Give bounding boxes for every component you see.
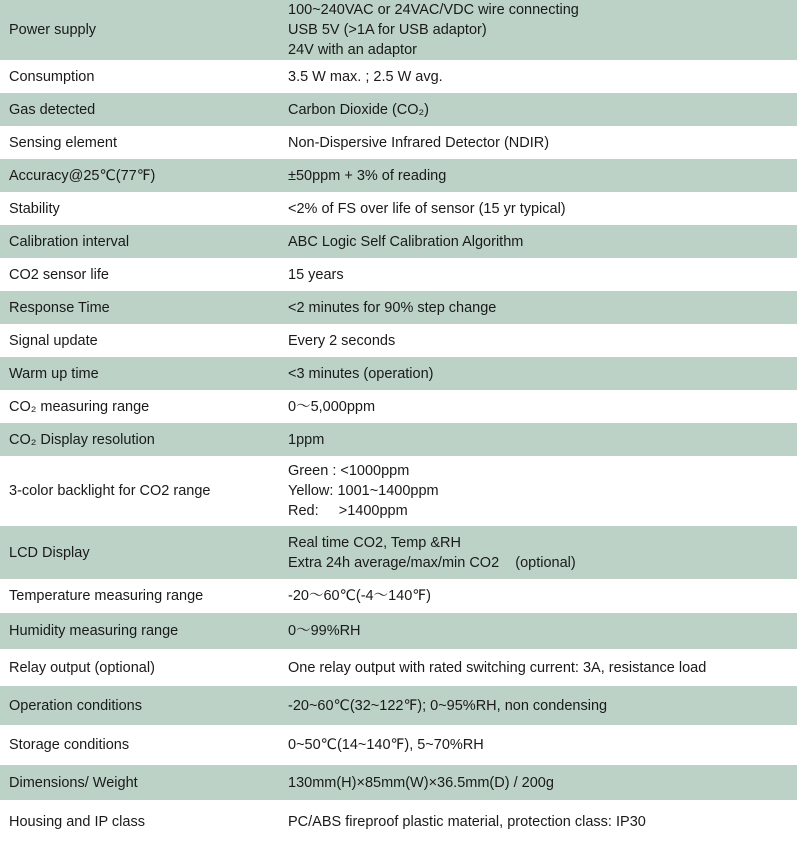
spec-row xyxy=(0,324,797,357)
spec-row xyxy=(0,579,797,613)
spec-value xyxy=(279,456,797,526)
spec-value xyxy=(279,291,797,324)
spec-value xyxy=(279,0,797,60)
spec-value-line: One relay output with rated switching current: 3A, resistance load xyxy=(288,659,707,676)
spec-row xyxy=(0,192,797,225)
spec-value xyxy=(279,686,797,725)
spec-value-line: USB 5V (>1A for USB adaptor) xyxy=(288,22,487,38)
spec-label: Gas detected xyxy=(0,93,279,126)
spec-value-line: Carbon Dioxide (CO₂) xyxy=(288,101,430,118)
spec-label: Warm up time xyxy=(0,357,279,390)
spec-value-line: <2 minutes for 90% step change xyxy=(288,299,497,316)
spec-label: Consumption xyxy=(0,60,279,93)
spec-value-line: ±50ppm + 3% of reading xyxy=(288,167,447,184)
spec-row xyxy=(0,765,797,800)
spec-value-line: Yellow: 1001~1400ppm xyxy=(288,483,439,499)
spec-value xyxy=(279,192,797,225)
spec-value-line: 15 years xyxy=(288,266,344,283)
spec-row xyxy=(0,60,797,93)
spec-value-line: Non-Dispersive Infrared Detector (NDIR) xyxy=(288,134,550,151)
spec-value-line: Real time CO2, Temp &RH xyxy=(288,534,461,551)
spec-value xyxy=(279,159,797,192)
spec-value xyxy=(279,93,797,126)
spec-value xyxy=(279,225,797,258)
spec-row xyxy=(0,649,797,686)
spec-label: LCD Display xyxy=(0,526,279,579)
spec-value xyxy=(279,60,797,93)
spec-value xyxy=(279,649,797,686)
spec-value xyxy=(279,126,797,159)
spec-label: Signal update xyxy=(0,324,279,357)
spec-row xyxy=(0,725,797,765)
spec-value xyxy=(279,579,797,613)
spec-value xyxy=(279,423,797,456)
spec-row xyxy=(0,800,797,843)
spec-label: Temperature measuring range xyxy=(0,579,279,613)
spec-label: 3-color backlight for CO2 range xyxy=(0,456,279,526)
spec-row xyxy=(0,225,797,258)
spec-label: CO₂ Display resolution xyxy=(0,423,279,456)
spec-value xyxy=(279,390,797,423)
spec-value xyxy=(279,765,797,800)
spec-value xyxy=(279,357,797,390)
spec-label: CO2 sensor life xyxy=(0,258,279,291)
spec-value-line: <3 minutes (operation) xyxy=(288,365,434,382)
spec-value-line: 0～5,000ppm xyxy=(288,398,376,415)
spec-row xyxy=(0,613,797,649)
spec-row xyxy=(0,390,797,423)
spec-label: Humidity measuring range xyxy=(0,613,279,649)
spec-value-line: <2% of FS over life of sensor (15 yr typical) xyxy=(288,200,566,217)
spec-value xyxy=(279,258,797,291)
spec-value-line: 3.5 W max. ; 2.5 W avg. xyxy=(288,68,443,85)
spec-value-line: Every 2 seconds xyxy=(288,332,396,349)
spec-value-line: -20~60℃(32~122℉); 0~95%RH, non condensing xyxy=(288,697,608,714)
spec-value-line: 100~240VAC or 24VAC/VDC wire connecting xyxy=(288,2,579,18)
spec-label: Stability xyxy=(0,192,279,225)
spec-label: Storage conditions xyxy=(0,725,279,765)
spec-row xyxy=(0,291,797,324)
spec-label: Accuracy@25℃(77℉) xyxy=(0,159,279,192)
spec-label: Relay output (optional) xyxy=(0,649,279,686)
spec-row xyxy=(0,159,797,192)
spec-value-line: Red: >1400ppm xyxy=(288,503,408,519)
spec-row xyxy=(0,456,797,526)
spec-label: Operation conditions xyxy=(0,686,279,725)
spec-row xyxy=(0,686,797,725)
spec-value-line: Green : <1000ppm xyxy=(288,463,410,479)
spec-value-line: ABC Logic Self Calibration Algorithm xyxy=(288,233,524,250)
spec-row xyxy=(0,258,797,291)
spec-label: Response Time xyxy=(0,291,279,324)
spec-row xyxy=(0,357,797,390)
spec-label: Calibration interval xyxy=(0,225,279,258)
spec-row xyxy=(0,526,797,579)
spec-value xyxy=(279,613,797,649)
spec-label: Housing and IP class xyxy=(0,800,279,843)
spec-value-line: Extra 24h average/max/min CO2 (optional) xyxy=(288,554,576,571)
spec-value-line: 0~50℃(14~140℉), 5~70%RH xyxy=(288,737,484,753)
spec-value-line: -20～60℃(-4～140℉) xyxy=(288,588,431,604)
spec-value xyxy=(279,725,797,765)
spec-label: Dimensions/ Weight xyxy=(0,765,279,800)
spec-row xyxy=(0,0,797,60)
spec-value-line: 1ppm xyxy=(288,431,325,448)
spec-value-line: 24V with an adaptor xyxy=(288,42,417,58)
spec-label: Sensing element xyxy=(0,126,279,159)
spec-row xyxy=(0,93,797,126)
spec-value-line: PC/ABS fireproof plastic material, protection class: IP30 xyxy=(288,813,646,830)
spec-row xyxy=(0,423,797,456)
spec-row xyxy=(0,126,797,159)
spec-value xyxy=(279,800,797,843)
spec-value xyxy=(279,324,797,357)
spec-label: CO₂ measuring range xyxy=(0,390,279,423)
spec-value-line: 130mm(H)×85mm(W)×36.5mm(D) / 200g xyxy=(288,774,554,791)
spec-value-line: 0～99%RH xyxy=(288,623,361,639)
spec-label: Power supply xyxy=(0,0,279,60)
spec-value xyxy=(279,526,797,579)
